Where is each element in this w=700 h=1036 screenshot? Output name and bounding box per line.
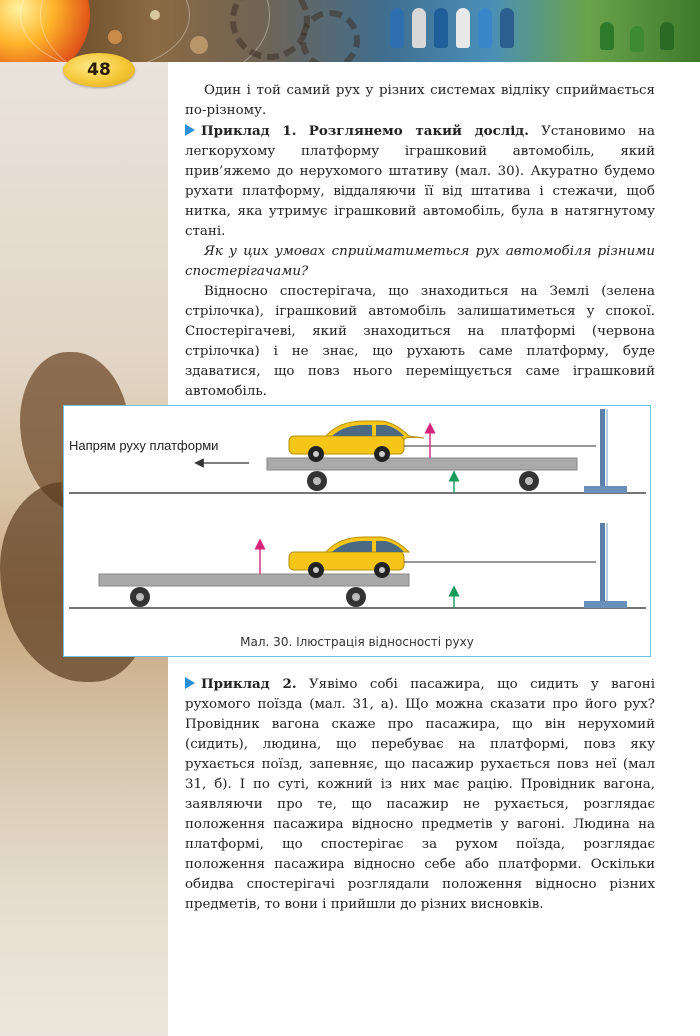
planet-icon — [150, 10, 160, 20]
toy-car-top — [289, 421, 424, 462]
gear-icon — [300, 10, 360, 62]
example2-text: Уявімо собі пасажира, що сидить у вагоні рухомого поїзда (мал. 31, а). Що можна сказати про його рух? Провідник вагона скаже про пасажира, що він нерухомий (сидить), людина, що перебуває на платформі, повз яку рухається поїзд, запевняє, що пасажир рухається повз неї (мал 31, б). І по суті, кожний із них має рацію. Провідник вагона, заявляючи про те, що пасажир не рухається, розглядає положення пасажира відносно предметів у вагоні. Людина на платформі, що спостерігає за рухом поїзда, розглядає положення пасажира відносно себе або платформи. Оскільки обидва спостерігачі розглядали положення відносно різних предметів, то вони і прийшли до різних висновків. — [185, 677, 655, 912]
runner-figure — [600, 22, 614, 50]
figure-30 — [63, 405, 651, 657]
planet-icon — [108, 30, 122, 44]
runner-figure — [630, 26, 644, 52]
toy-car-bottom — [289, 537, 409, 578]
wheel-icon — [307, 471, 327, 491]
platform-bottom — [99, 574, 409, 586]
page-number: 48 — [63, 53, 135, 87]
wheel-icon — [346, 587, 366, 607]
example2-paragraph — [185, 674, 655, 915]
bullet-arrow-icon — [185, 677, 195, 689]
cyclist-figure — [456, 8, 470, 48]
example2-label: Приклад 2. — [201, 676, 297, 692]
example1-label: Приклад 1. — [201, 123, 297, 139]
stand-top — [584, 409, 627, 493]
wheel-icon — [130, 587, 150, 607]
example1-paragraph — [185, 121, 655, 242]
cyclist-figure — [412, 8, 426, 48]
example1-text: Установимо на легкорухому платформу іграшковий автомобіль, який прив’яжемо до нерухомого штативу (мал. 30). Акуратно будемо рухати платформу, віддаляючи її від штатива і стежачи, щоб нитка, яка утримує іграшковий автомобіль, була в натягнутому стані. — [185, 124, 655, 239]
figure-30-drawing — [64, 406, 649, 631]
wheel-icon — [519, 471, 539, 491]
example1-lead — [309, 124, 529, 139]
runner-figure — [660, 22, 674, 50]
bullet-arrow-icon — [185, 124, 195, 136]
intro-paragraph: Один і той самий рух у різних системах відліку сприймається по-різному. — [185, 83, 655, 118]
planet-icon — [190, 36, 208, 54]
direction-label: Напрям руху платформи — [69, 438, 219, 453]
example1-lead-text: Розглянемо такий дослід. — [308, 123, 529, 139]
text-column-bottom — [185, 674, 655, 915]
stand-bottom — [584, 523, 627, 608]
cyclist-figure — [390, 8, 404, 48]
cyclist-figure — [478, 8, 492, 48]
cyclist-figure — [434, 8, 448, 48]
explanation-paragraph: Відносно спостерігача, що знаходиться на Землі (зелена стрілочка), іграшковий автомобіль залишатиметься у спокої. Спостерігачеві, який знаходиться на платформі (червона стрілочка) і не знає, що рухають саме платформу, буде здаватися, що повз нього переміщується саме іграшковий автомобіль. — [185, 284, 655, 399]
cyclist-figure — [500, 8, 514, 48]
text-column-top — [185, 81, 655, 402]
figure-caption: Мал. 30. Ілюстрація відносності руху — [240, 635, 474, 649]
question-paragraph: Як у цих умовах сприйматиметься рух автомобіля різними спостерігачами? — [185, 244, 655, 279]
